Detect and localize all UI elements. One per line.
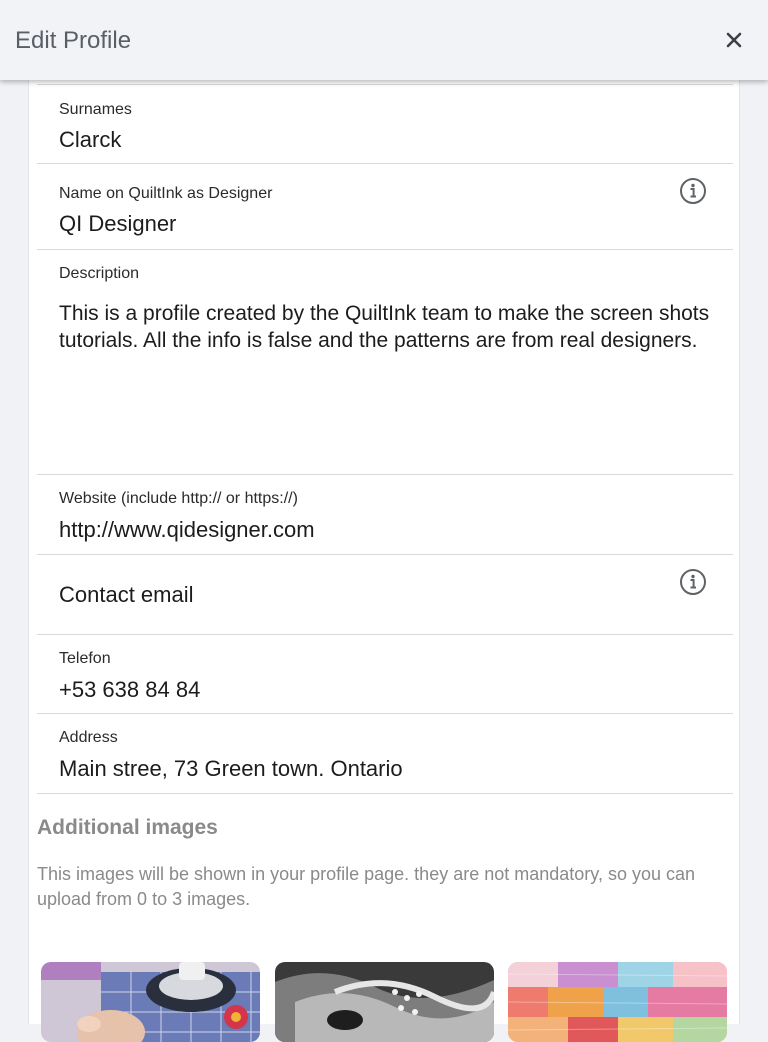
contact-email-field[interactable] <box>37 555 733 635</box>
surnames-input[interactable]: Clarck <box>59 127 122 152</box>
description-textarea[interactable]: This is a profile created by the QuiltInk team to make the screen shots tutorials. All the info is false and the patterns are from real designers. <box>59 302 710 352</box>
designer-name-field[interactable] <box>37 164 733 250</box>
page-title: Edit Profile <box>15 27 132 54</box>
telefon-field[interactable] <box>37 635 733 714</box>
contact-email-input[interactable]: Contact email <box>59 582 194 607</box>
designer-name-info-button[interactable] <box>679 177 707 205</box>
website-label: Website (include http:// or https://) <box>59 490 298 507</box>
designer-name-label: Name on QuiltInk as Designer <box>59 185 273 202</box>
website-field[interactable] <box>37 475 733 555</box>
telefon-input[interactable]: +53 638 84 84 <box>59 677 201 702</box>
additional-image-2[interactable] <box>275 962 494 1042</box>
black-white-fabric-photo <box>275 962 494 1042</box>
surnames-field[interactable] <box>37 84 733 164</box>
designer-name-input[interactable]: QI Designer <box>59 211 177 236</box>
close-button[interactable] <box>720 26 748 54</box>
profile-form <box>28 80 740 1024</box>
header-bar <box>0 0 768 80</box>
additional-images-description: This images will be shown in your profile page. they are not mandatory, so you can upload from 0 to 3 images. <box>37 864 696 909</box>
telefon-label: Telefon <box>59 650 111 667</box>
address-label: Address <box>59 729 118 746</box>
info-icon <box>679 568 707 596</box>
description-field[interactable] <box>37 250 733 475</box>
website-input[interactable]: http://www.qidesigner.com <box>59 517 315 542</box>
quilting-ruler-photo <box>41 962 260 1042</box>
info-icon <box>679 177 707 205</box>
additional-image-1[interactable] <box>41 962 260 1042</box>
close-icon <box>720 26 748 54</box>
additional-image-3[interactable] <box>508 962 727 1042</box>
surnames-label: Surnames <box>59 101 132 118</box>
address-input[interactable]: Main stree, 73 Green town. Ontario <box>59 756 403 781</box>
colorful-quilt-photo <box>508 962 727 1042</box>
address-field[interactable] <box>37 714 733 794</box>
contact-email-info-button[interactable] <box>679 568 707 596</box>
description-label: Description <box>59 265 140 282</box>
additional-images-title: Additional images <box>37 816 218 839</box>
